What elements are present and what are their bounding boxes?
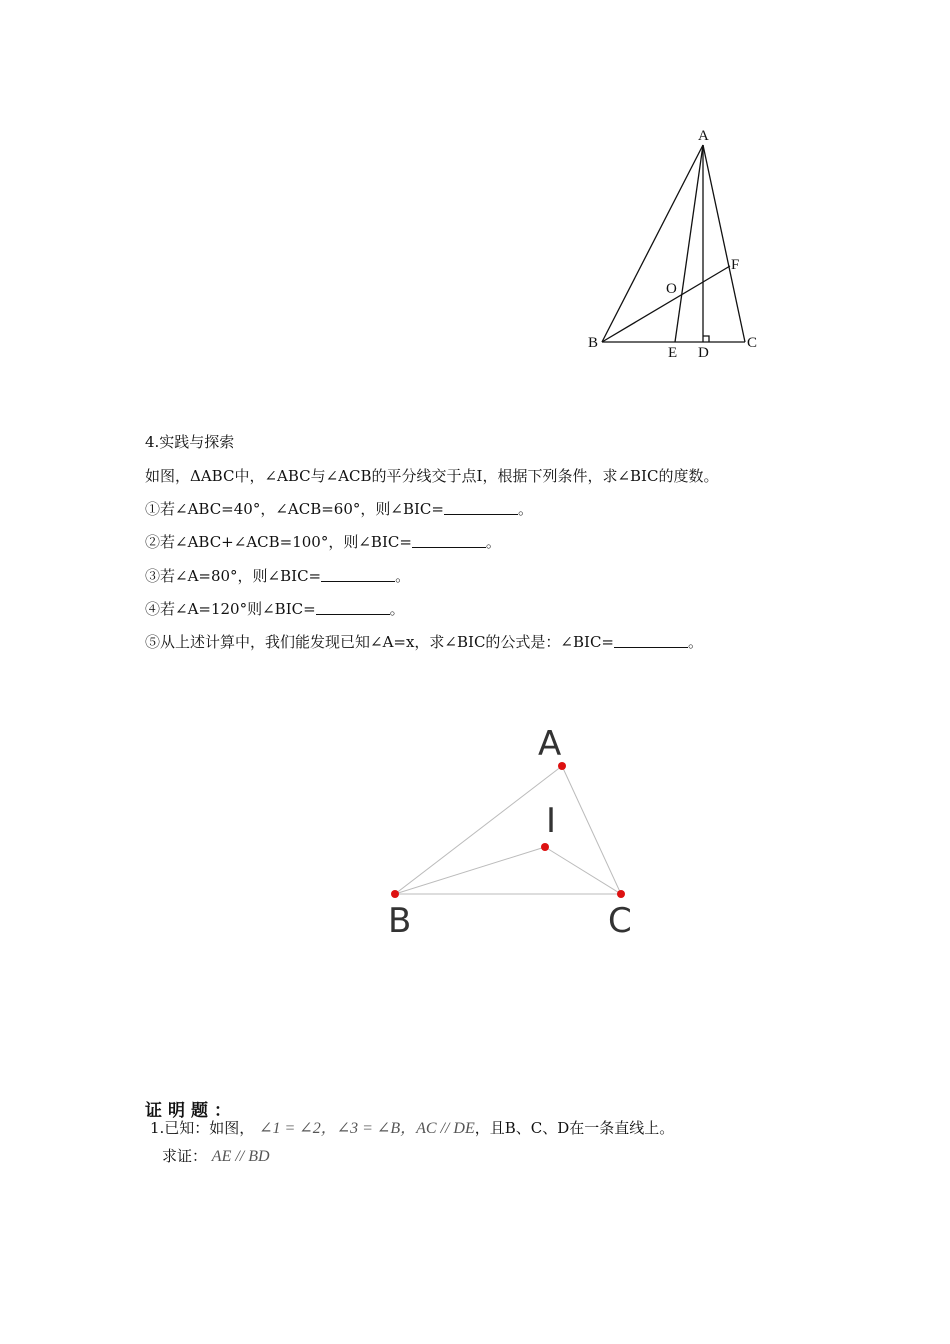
- label-a: A: [538, 724, 562, 764]
- right-angle-mark: [703, 336, 709, 342]
- side-ac: [703, 145, 745, 342]
- label-e: E: [668, 345, 678, 361]
- question-4-text: ④若∠A=120°则∠BIC=: [145, 600, 316, 618]
- edge-ac: [562, 766, 621, 894]
- segment-ae: [675, 145, 703, 342]
- question-1-text: ①若∠ABC=40°，∠ACB=60°，则∠BIC=: [145, 500, 444, 518]
- question-3-suffix: 。: [395, 567, 411, 585]
- answer-blank-3[interactable]: [321, 567, 395, 582]
- triangle-figure-1: [580, 120, 780, 370]
- given-conditions: ∠1 = ∠2，∠3 = ∠B，AC // DE: [259, 1120, 475, 1137]
- label-b: B: [388, 901, 412, 940]
- question-2-text: ②若∠ABC+∠ACB=100°，则∠BIC=: [145, 533, 412, 551]
- question-4: [145, 599, 405, 619]
- edge-ic: [545, 847, 621, 894]
- proof-problem-1: [150, 1118, 674, 1139]
- prove-statement: AE // BD: [211, 1148, 270, 1165]
- question-5-suffix: 。: [688, 633, 704, 651]
- problem-suffix: ，且B、C、D在一条直线上。: [474, 1119, 675, 1137]
- answer-blank-1[interactable]: [444, 500, 518, 515]
- proof-heading: 证明题：: [145, 1101, 237, 1121]
- question-3: [145, 566, 410, 586]
- problem-prefix: 1.已知：如图，: [150, 1119, 255, 1137]
- label-b: B: [588, 335, 599, 351]
- edge-bi: [395, 847, 545, 894]
- answer-blank-5[interactable]: [614, 633, 688, 648]
- label-a: A: [698, 128, 709, 144]
- prove-line: [162, 1146, 270, 1167]
- point-i: [541, 843, 549, 851]
- question-3-text: ③若∠A=80°，则∠BIC=: [145, 567, 322, 585]
- question-4-suffix: 。: [389, 600, 405, 618]
- label-c: C: [747, 335, 758, 351]
- edge-ab: [395, 766, 562, 894]
- section-4-intro: 如图，ΔABC中，∠ABC与∠ACB的平分线交于点I，根据下列条件，求∠BIC的度数。: [145, 467, 719, 485]
- label-d: D: [698, 345, 709, 361]
- label-o: O: [666, 281, 677, 297]
- label-c: C: [608, 901, 632, 940]
- question-1-suffix: 。: [517, 500, 533, 518]
- question-2: [145, 532, 501, 552]
- label-i: I: [546, 801, 557, 841]
- point-b: [391, 890, 399, 898]
- question-1: [145, 499, 533, 519]
- question-5-text: ⑤从上述计算中，我们能发现已知∠A=x，求∠BIC的公式是：∠BIC=: [145, 633, 614, 651]
- section-4-heading: 4.实践与探索: [145, 433, 235, 451]
- question-2-suffix: 。: [485, 533, 501, 551]
- point-c: [617, 890, 625, 898]
- label-f: F: [731, 257, 740, 273]
- question-5: [145, 632, 703, 652]
- answer-blank-2[interactable]: [412, 533, 486, 548]
- answer-blank-4[interactable]: [316, 600, 390, 615]
- triangle-figure-2: [380, 720, 640, 940]
- prove-label: 求证：: [162, 1147, 208, 1165]
